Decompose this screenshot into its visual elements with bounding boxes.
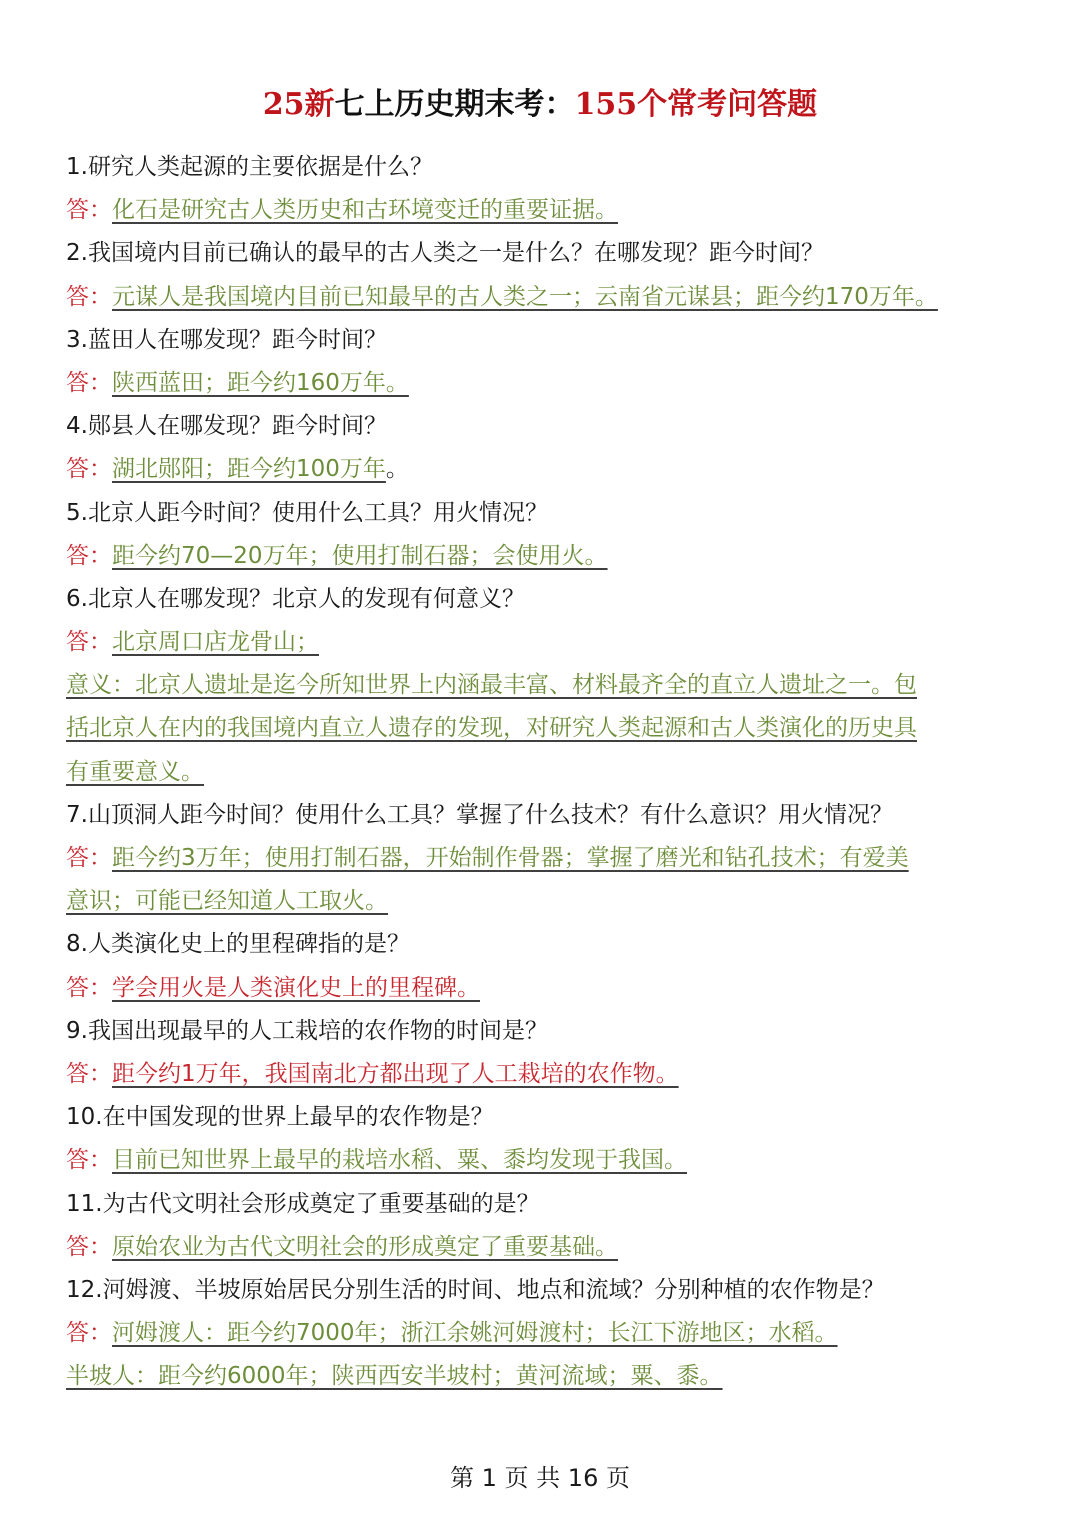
answer-10 bbox=[66, 1139, 1016, 1182]
page-number: 第 1 页 共 16 页 bbox=[450, 1464, 630, 1492]
answer-label: 答： bbox=[66, 1233, 112, 1260]
answer-label: 答： bbox=[66, 542, 112, 569]
answer-label: 答： bbox=[66, 456, 112, 483]
answer-6-line-4 bbox=[66, 751, 1016, 794]
question-12: 12.河姆渡、半坡原始居民分别生活的时间、地点和流域？分别种植的农作物是？ bbox=[66, 1276, 885, 1303]
answer-text: 河姆渡人：距今约7000年；浙江余姚河姆渡村；长江下游地区；水稻。 bbox=[112, 1320, 838, 1347]
answer-9 bbox=[66, 1053, 1016, 1096]
question-5: 5.北京人距今时间？使用什么工具？用火情况？ bbox=[66, 499, 548, 526]
answer-label: 答： bbox=[66, 283, 112, 310]
answer-tail: 。 bbox=[385, 456, 409, 483]
question-6: 6.北京人在哪发现？北京人的发现有何意义？ bbox=[66, 585, 525, 612]
answer-label: 答： bbox=[66, 369, 112, 396]
answer-label: 答： bbox=[66, 974, 112, 1001]
answer-text: 陕西蓝田；距今约160万年。 bbox=[112, 369, 409, 396]
answer-text: 距今约3万年；使用打制石器，开始制作骨器；掌握了磨光和钻孔技术；有爱美 bbox=[112, 845, 909, 871]
question-1: 1.研究人类起源的主要依据是什么？ bbox=[66, 154, 433, 180]
answer-11 bbox=[66, 1226, 1016, 1269]
question-7: 7.山顶洞人距今时间？使用什么工具？掌握了什么技术？有什么意识？用火情况？ bbox=[66, 801, 893, 828]
question-8: 8.人类演化史上的里程碑指的是？ bbox=[66, 931, 410, 958]
answer-text: 距今约1万年，我国南北方都出现了人工栽培的农作物。 bbox=[112, 1060, 679, 1087]
answer-text: 北京周口店龙骨山； bbox=[112, 629, 319, 656]
answer-8 bbox=[66, 967, 1016, 1010]
qa-list bbox=[66, 146, 1016, 1398]
answer-text: 学会用火是人类演化史上的里程碑。 bbox=[112, 974, 480, 1001]
answer-label: 答： bbox=[66, 845, 112, 871]
answer-5 bbox=[66, 535, 1016, 578]
question-4: 4.郧县人在哪发现？距今时间？ bbox=[66, 413, 387, 440]
answer-2 bbox=[66, 276, 1016, 319]
question-2: 2.我国境内目前已确认的最早的古人类之一是什么？在哪发现？距今时间？ bbox=[66, 240, 824, 267]
answer-text: 括北京人在内的我国境内直立人遗存的发现，对研究人类起源和古人类演化的历史具 bbox=[66, 715, 917, 742]
question-10: 10.在中国发现的世界上最早的农作物是？ bbox=[66, 1104, 494, 1131]
title-part-1: 25新 bbox=[262, 87, 335, 122]
answer-text: 意义：北京人遗址是迄今所知世界上内涵最丰富、材料最齐全的直立人遗址之一。包 bbox=[66, 672, 917, 699]
answer-6 bbox=[66, 621, 1016, 664]
answer-label: 答： bbox=[66, 1060, 112, 1087]
answer-7 bbox=[66, 837, 1016, 880]
question-3: 3.蓝田人在哪发现？距今时间？ bbox=[66, 326, 387, 353]
answer-text: 距今约70—20万年；使用打制石器；会使用火。 bbox=[112, 542, 608, 569]
answer-4 bbox=[66, 448, 1016, 491]
answer-12-line-2 bbox=[66, 1355, 1016, 1398]
answer-label: 答： bbox=[66, 1147, 112, 1174]
answer-text: 有重要意义。 bbox=[66, 758, 204, 785]
answer-label: 答： bbox=[66, 1320, 112, 1347]
answer-label: 答： bbox=[66, 629, 112, 656]
answer-12 bbox=[66, 1312, 1016, 1355]
answer-6-line-2 bbox=[66, 664, 1016, 707]
title-part-3: 155个常考问答题 bbox=[574, 87, 818, 122]
answer-1 bbox=[66, 189, 1016, 232]
answer-text: 半坡人：距今约6000年；陕西西安半坡村；黄河流域；粟、黍。 bbox=[66, 1363, 723, 1390]
answer-label: 答： bbox=[66, 197, 112, 224]
answer-text: 意识；可能已经知道人工取火。 bbox=[66, 888, 388, 915]
page-title bbox=[0, 70, 1080, 140]
answer-3 bbox=[66, 362, 1016, 405]
question-11: 11.为古代文明社会形成奠定了重要基础的是？ bbox=[66, 1190, 540, 1217]
answer-7-line-2 bbox=[66, 880, 1016, 923]
title-part-2: 七上历史期末考： bbox=[334, 87, 575, 122]
answer-text: 元谋人是我国境内目前已知最早的古人类之一；云南省元谋县；距今约170万年。 bbox=[112, 283, 938, 310]
answer-text: 目前已知世界上最早的栽培水稻、粟、黍均发现于我国。 bbox=[112, 1147, 687, 1174]
answer-6-line-3 bbox=[66, 707, 1016, 750]
question-9: 9.我国出现最早的人工栽培的农作物的时间是？ bbox=[66, 1017, 548, 1044]
answer-text: 湖北郧阳；距今约100万年 bbox=[112, 456, 386, 483]
answer-text: 原始农业为古代文明社会的形成奠定了重要基础。 bbox=[112, 1233, 618, 1260]
answer-text: 化石是研究古人类历史和古环境变迁的重要证据。 bbox=[112, 197, 618, 224]
